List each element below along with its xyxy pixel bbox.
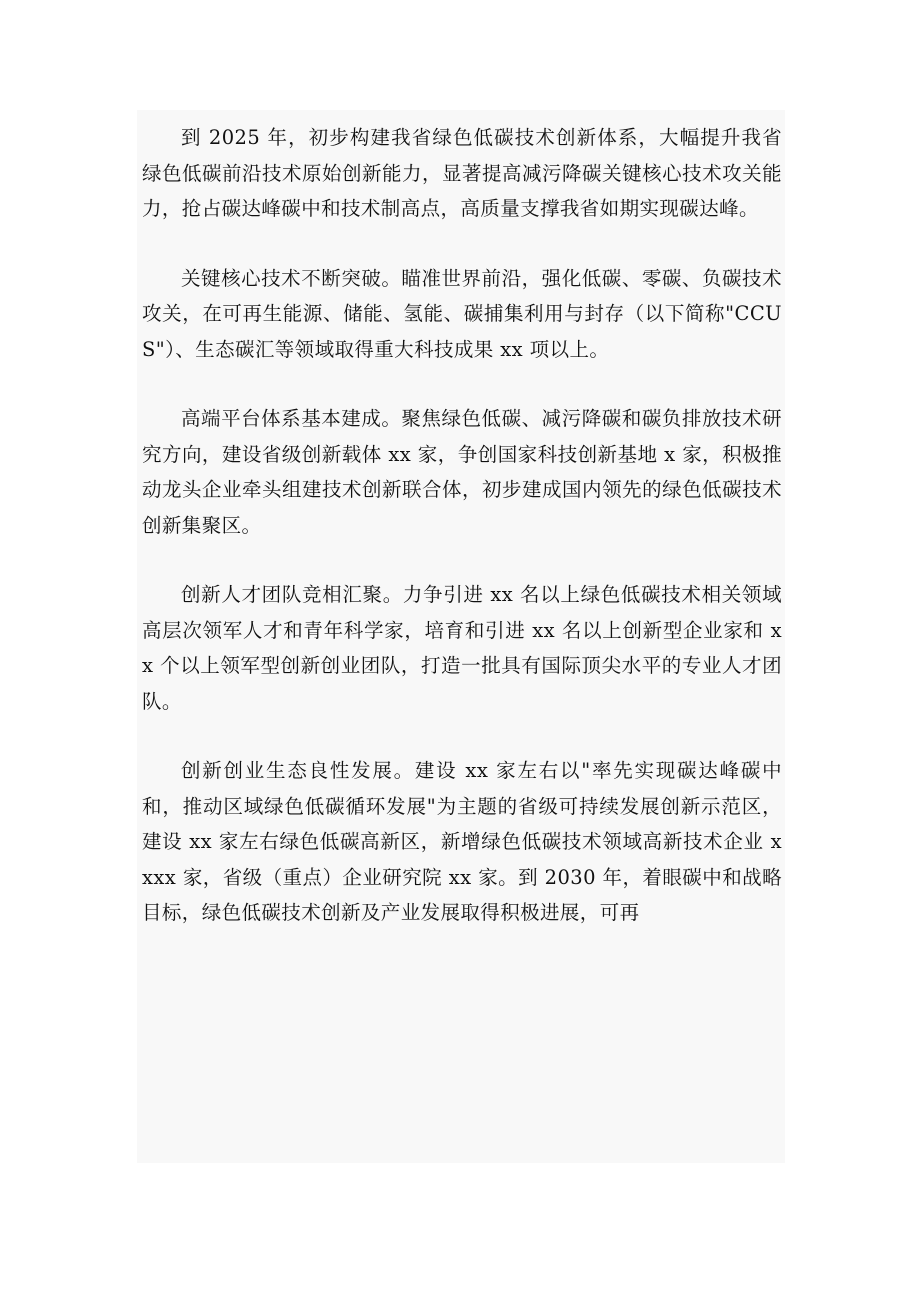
paragraph-innovation-ecology: 创新创业生态良性发展。建设 xx 家左右以"率先实现碳达峰碳中和，推动区域绿色低碳循环发展"为主题的省级可持续发展创新示范区，建设 xx 家左右绿色低碳高新区，新增绿色低碳技术领域高新技术企业 xxxx 家，省级（重点）企业研究院 xx 家。到 2030 年，着眼碳中和战略目标，绿色低碳技术创新及产业发展取得积极进展，可再 bbox=[142, 759, 782, 924]
paragraph-talent-teams: 创新人才团队竞相汇聚。力争引进 xx 名以上绿色低碳技术相关领域高层次领军人才和青年科学家，培育和引进 xx 名以上创新型企业家和 xx 个以上领军型创新创业团队，打造一批具有国际顶尖水平的专业人才团队。 bbox=[142, 583, 782, 713]
paragraph-platform-system: 高端平台体系基本建成。聚焦绿色低碳、减污降碳和碳负排放技术研究方向，建设省级创新载体 xx 家，争创国家科技创新基地 x 家，积极推动龙头企业牵头组建技术创新联合体，初步建成国内领先的绿色低碳技术创新集聚区。 bbox=[142, 407, 782, 537]
paragraph-core-technology: 关键核心技术不断突破。瞄准世界前沿，强化低碳、零碳、负碳技术攻关，在可再生能源、储能、氢能、碳捕集利用与封存（以下简称"CCUS"）、生态碳汇等领域取得重大科技成果 xx 项以上。 bbox=[142, 266, 782, 361]
document-body bbox=[137, 110, 785, 1163]
paragraph-target-2025: 到 2025 年，初步构建我省绿色低碳技术创新体系，大幅提升我省绿色低碳前沿技术原始创新能力，显著提高减污降碳关键核心技术攻关能力，抢占碳达峰碳中和技术制高点，高质量支撑我省如期实现碳达峰。 bbox=[142, 126, 782, 220]
